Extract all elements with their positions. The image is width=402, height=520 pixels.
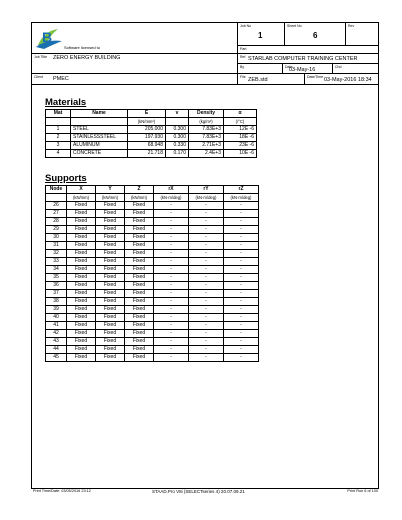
table-row [46, 306, 259, 314]
mat-density: 7.83E+3 [189, 126, 224, 134]
support-z: Fixed [125, 242, 154, 250]
by-cell [238, 64, 283, 74]
support-y: Fixed [96, 250, 125, 258]
support-z: Fixed [125, 202, 154, 210]
support-rx: - [154, 210, 189, 218]
support-ry: - [189, 298, 224, 306]
unit-v [166, 118, 189, 126]
mat-density: 7.83E+3 [189, 134, 224, 142]
support-ry: - [189, 282, 224, 290]
svg-text:B: B [42, 29, 53, 45]
support-rz: - [224, 354, 259, 362]
job-no-value: 1 [258, 31, 263, 40]
table-row [46, 210, 259, 218]
file-cell [238, 74, 305, 85]
support-ry: - [189, 210, 224, 218]
sheet-no-cell [285, 23, 346, 46]
support-ry: - [189, 314, 224, 322]
support-rx: - [154, 258, 189, 266]
support-rx: - [154, 242, 189, 250]
col-z: Z [125, 186, 154, 194]
col-rz: rZ [224, 186, 259, 194]
rev-label: Rev [348, 24, 355, 28]
support-rz: - [224, 234, 259, 242]
job-title-label: Job Title [34, 55, 48, 59]
ref-cell [238, 54, 378, 64]
support-rx: - [154, 354, 189, 362]
ref-label: Ref [240, 55, 246, 59]
unit-x: (kN/mm) [67, 194, 96, 202]
support-node: 44 [46, 346, 67, 354]
col-density: Density [189, 110, 224, 118]
support-node: 35 [46, 274, 67, 282]
mat-v: 0.300 [166, 126, 189, 134]
support-z: Fixed [125, 306, 154, 314]
software-licensed-label: Software licensed to [64, 45, 101, 50]
mat-v: 0.330 [166, 142, 189, 150]
support-ry: - [189, 322, 224, 330]
mat-name: ALUMINUM [71, 142, 128, 150]
support-node: 31 [46, 242, 67, 250]
support-x: Fixed [67, 202, 96, 210]
support-y: Fixed [96, 202, 125, 210]
support-z: Fixed [125, 330, 154, 338]
supports-units-row [46, 194, 259, 202]
support-node: 36 [46, 282, 67, 290]
support-rz: - [224, 258, 259, 266]
unit-ry: (kN·m/deg) [189, 194, 224, 202]
mat-id: 4 [46, 150, 71, 158]
support-rx: - [154, 282, 189, 290]
col-v: v [166, 110, 189, 118]
support-node: 27 [46, 210, 67, 218]
support-node: 45 [46, 354, 67, 362]
unit-node [46, 194, 67, 202]
support-y: Fixed [96, 290, 125, 298]
table-row [46, 242, 259, 250]
table-row [46, 150, 257, 158]
support-z: Fixed [125, 354, 154, 362]
support-rz: - [224, 266, 259, 274]
support-x: Fixed [67, 354, 96, 362]
support-y: Fixed [96, 322, 125, 330]
support-ry: - [189, 338, 224, 346]
support-z: Fixed [125, 226, 154, 234]
support-ry: - [189, 202, 224, 210]
support-rz: - [224, 250, 259, 258]
mat-id: 1 [46, 126, 71, 134]
col-x: X [67, 186, 96, 194]
ref-value: STARLAB COMPUTER TRAINING CENTER [248, 56, 358, 62]
supports-table [45, 185, 259, 362]
col-name: Name [71, 110, 128, 118]
mat-alpha: 12E -6 [224, 126, 257, 134]
support-node: 32 [46, 250, 67, 258]
logo-cell [32, 23, 238, 54]
part-label: Part [240, 47, 247, 51]
sheet-no-label: Sheet No [287, 24, 302, 28]
support-z: Fixed [125, 210, 154, 218]
report-page [31, 22, 379, 489]
date-time-cell [305, 74, 378, 85]
support-rz: - [224, 274, 259, 282]
unit-rz: (kN·m/deg) [224, 194, 259, 202]
mat-v: 0.170 [166, 150, 189, 158]
support-x: Fixed [67, 314, 96, 322]
support-rz: - [224, 210, 259, 218]
date-time-label: Date/Time [307, 75, 324, 79]
client-value: PMEC [53, 76, 69, 82]
support-y: Fixed [96, 330, 125, 338]
support-rx: - [154, 322, 189, 330]
chd-label: Chd [335, 65, 342, 69]
support-rz: - [224, 282, 259, 290]
support-y: Fixed [96, 282, 125, 290]
support-y: Fixed [96, 210, 125, 218]
support-rx: - [154, 338, 189, 346]
mat-alpha: 10E -6 [224, 150, 257, 158]
support-x: Fixed [67, 234, 96, 242]
materials-header-row [46, 110, 257, 118]
support-node: 42 [46, 330, 67, 338]
support-node: 30 [46, 234, 67, 242]
support-node: 28 [46, 218, 67, 226]
support-z: Fixed [125, 338, 154, 346]
support-z: Fixed [125, 314, 154, 322]
table-row [46, 142, 257, 150]
date-label: Date [285, 65, 293, 69]
support-rx: - [154, 346, 189, 354]
support-rz: - [224, 346, 259, 354]
unit-e: (kN/mm²) [128, 118, 166, 126]
support-ry: - [189, 234, 224, 242]
support-rx: - [154, 234, 189, 242]
support-z: Fixed [125, 274, 154, 282]
table-row [46, 314, 259, 322]
support-ry: - [189, 346, 224, 354]
support-x: Fixed [67, 330, 96, 338]
support-y: Fixed [96, 258, 125, 266]
support-node: 38 [46, 298, 67, 306]
support-z: Fixed [125, 258, 154, 266]
support-rz: - [224, 226, 259, 234]
col-ry: rY [189, 186, 224, 194]
support-z: Fixed [125, 298, 154, 306]
support-y: Fixed [96, 266, 125, 274]
unit-rx: (kN·m/deg) [154, 194, 189, 202]
support-y: Fixed [96, 226, 125, 234]
support-z: Fixed [125, 322, 154, 330]
table-row [46, 234, 259, 242]
support-x: Fixed [67, 226, 96, 234]
date-time-value: 03-May-2016 18:34 [324, 77, 372, 83]
support-x: Fixed [67, 322, 96, 330]
mat-e: 21.718 [128, 150, 166, 158]
support-rx: - [154, 266, 189, 274]
support-ry: - [189, 306, 224, 314]
support-rz: - [224, 330, 259, 338]
rev-cell [346, 23, 378, 46]
support-y: Fixed [96, 242, 125, 250]
support-z: Fixed [125, 250, 154, 258]
mat-name: CONCRETE [71, 150, 128, 158]
table-row [46, 330, 259, 338]
table-row [46, 126, 257, 134]
support-rx: - [154, 274, 189, 282]
support-ry: - [189, 274, 224, 282]
support-x: Fixed [67, 346, 96, 354]
support-x: Fixed [67, 218, 96, 226]
by-label: By [240, 65, 245, 69]
support-rx: - [154, 314, 189, 322]
support-y: Fixed [96, 218, 125, 226]
support-rz: - [224, 218, 259, 226]
table-row [46, 226, 259, 234]
job-title-cell [32, 54, 238, 74]
support-rx: - [154, 298, 189, 306]
chd-cell [333, 64, 378, 74]
col-rx: rX [154, 186, 189, 194]
support-node: 43 [46, 338, 67, 346]
support-z: Fixed [125, 218, 154, 226]
mat-id: 2 [46, 134, 71, 142]
mat-alpha: 23E -6 [224, 142, 257, 150]
job-no-cell [238, 23, 285, 46]
support-z: Fixed [125, 234, 154, 242]
support-x: Fixed [67, 274, 96, 282]
support-ry: - [189, 354, 224, 362]
support-x: Fixed [67, 282, 96, 290]
support-node: 41 [46, 322, 67, 330]
mat-v: 0.300 [166, 134, 189, 142]
support-rz: - [224, 298, 259, 306]
support-y: Fixed [96, 354, 125, 362]
mat-e: 68.948 [128, 142, 166, 150]
support-node: 26 [46, 202, 67, 210]
unit-y: (kN/mm) [96, 194, 125, 202]
table-row [46, 282, 259, 290]
table-row [46, 354, 259, 362]
support-x: Fixed [67, 298, 96, 306]
client-cell [32, 74, 238, 85]
support-rz: - [224, 202, 259, 210]
support-y: Fixed [96, 274, 125, 282]
mat-e: 205.000 [128, 126, 166, 134]
col-y: Y [96, 186, 125, 194]
support-rz: - [224, 290, 259, 298]
support-ry: - [189, 242, 224, 250]
mat-alpha: 18E -6 [224, 134, 257, 142]
support-x: Fixed [67, 250, 96, 258]
support-y: Fixed [96, 234, 125, 242]
support-ry: - [189, 266, 224, 274]
mat-name: STEEL [71, 126, 128, 134]
mat-id: 3 [46, 142, 71, 150]
support-x: Fixed [67, 258, 96, 266]
client-label: Client [34, 75, 43, 79]
support-z: Fixed [125, 290, 154, 298]
support-ry: - [189, 258, 224, 266]
support-x: Fixed [67, 242, 96, 250]
unit-density: (kg/m³) [189, 118, 224, 126]
table-row [46, 134, 257, 142]
support-y: Fixed [96, 306, 125, 314]
mat-density: 2.71E+3 [189, 142, 224, 150]
support-rx: - [154, 250, 189, 258]
unit-name [71, 118, 128, 126]
table-row [46, 338, 259, 346]
supports-body [46, 202, 259, 362]
col-alpha: α [224, 110, 257, 118]
table-row [46, 266, 259, 274]
col-mat: Mat [46, 110, 71, 118]
print-time: Print Time/Date: 03/05/2016 23:12 [33, 489, 91, 493]
support-x: Fixed [67, 338, 96, 346]
unit-mat [46, 118, 71, 126]
mat-name: STAINLESSSTEEL [71, 134, 128, 142]
support-z: Fixed [125, 346, 154, 354]
table-row [46, 258, 259, 266]
job-title-value: ZERO ENERGY BUILDING [53, 55, 121, 61]
job-no-label: Job No [240, 24, 252, 28]
mat-e: 197.930 [128, 134, 166, 142]
support-rx: - [154, 306, 189, 314]
table-row [46, 274, 259, 282]
materials-table [45, 109, 257, 158]
support-node: 37 [46, 290, 67, 298]
support-node: 34 [46, 266, 67, 274]
support-rz: - [224, 242, 259, 250]
date-cell [283, 64, 333, 74]
support-node: 40 [46, 314, 67, 322]
support-y: Fixed [96, 298, 125, 306]
bentley-logo-icon [34, 25, 64, 51]
support-z: Fixed [125, 266, 154, 274]
materials-units-row [46, 118, 257, 126]
print-run: Print Run 6 of 100 [347, 489, 378, 493]
table-row [46, 250, 259, 258]
support-ry: - [189, 226, 224, 234]
support-y: Fixed [96, 314, 125, 322]
unit-z: (kN/mm) [125, 194, 154, 202]
unit-alpha: (/°C) [224, 118, 257, 126]
table-row [46, 290, 259, 298]
support-y: Fixed [96, 346, 125, 354]
supports-header-row [46, 186, 259, 194]
col-e: E [128, 110, 166, 118]
support-rx: - [154, 226, 189, 234]
sheet-no-value: 6 [313, 31, 318, 40]
program-version: STAAD.Pro V8i (SELECTseries 4) 20.07.09.21 [152, 489, 245, 494]
file-value: ZEB.std [248, 77, 268, 83]
table-row [46, 322, 259, 330]
support-rz: - [224, 314, 259, 322]
date-value: 03-May-16 [289, 67, 316, 73]
materials-heading: Materials [45, 97, 87, 108]
supports-heading: Supports [45, 173, 87, 184]
table-row [46, 202, 259, 210]
part-cell [238, 46, 378, 54]
mat-density: 2.4E+3 [189, 150, 224, 158]
support-z: Fixed [125, 282, 154, 290]
support-x: Fixed [67, 290, 96, 298]
support-rz: - [224, 322, 259, 330]
support-x: Fixed [67, 306, 96, 314]
report-header [32, 23, 378, 85]
col-node: Node [46, 186, 67, 194]
support-x: Fixed [67, 266, 96, 274]
support-rx: - [154, 218, 189, 226]
support-ry: - [189, 290, 224, 298]
support-x: Fixed [67, 210, 96, 218]
file-label: File [240, 75, 246, 79]
support-rz: - [224, 338, 259, 346]
table-row [46, 218, 259, 226]
support-rx: - [154, 330, 189, 338]
support-node: 29 [46, 226, 67, 234]
table-row [46, 346, 259, 354]
support-node: 39 [46, 306, 67, 314]
support-ry: - [189, 330, 224, 338]
support-node: 33 [46, 258, 67, 266]
support-ry: - [189, 218, 224, 226]
support-rx: - [154, 202, 189, 210]
support-rz: - [224, 306, 259, 314]
support-y: Fixed [96, 338, 125, 346]
support-ry: - [189, 250, 224, 258]
table-row [46, 298, 259, 306]
support-rx: - [154, 290, 189, 298]
